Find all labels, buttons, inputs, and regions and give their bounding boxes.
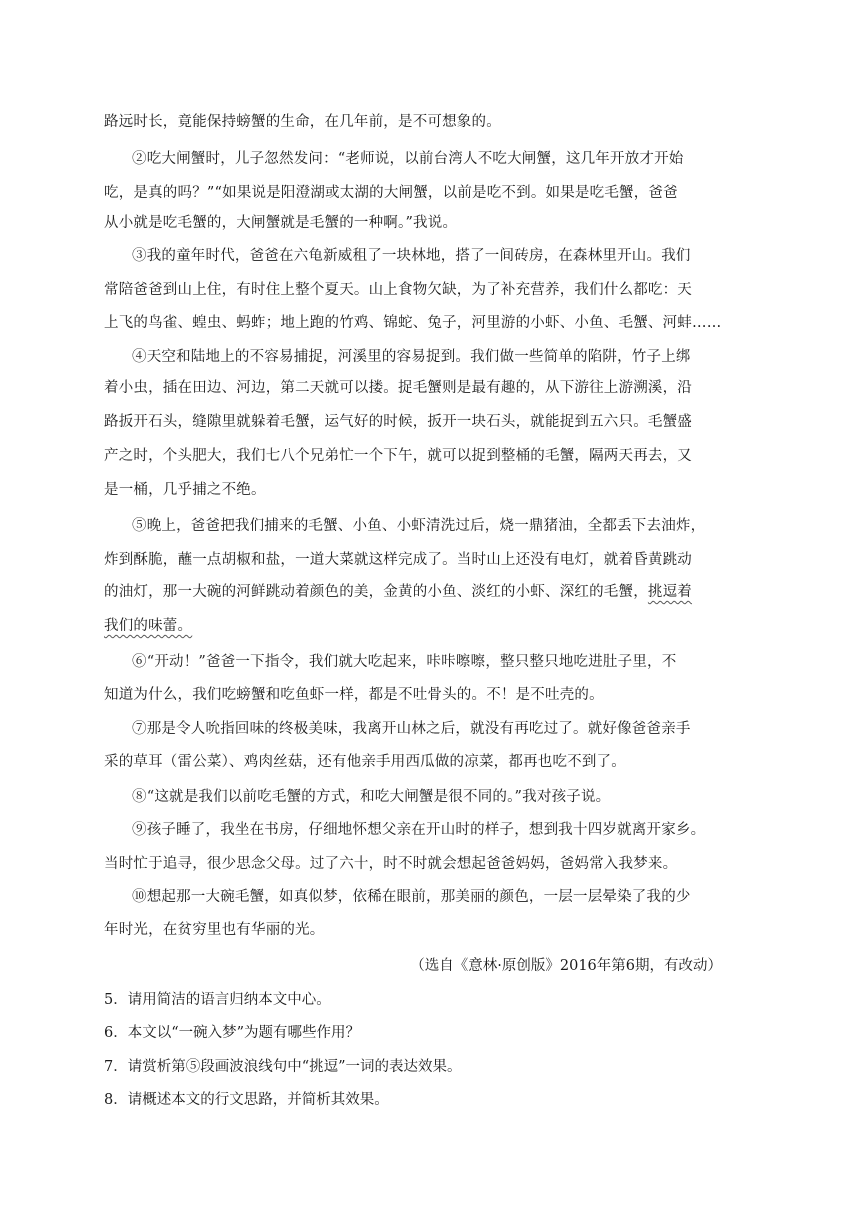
paragraph-3-line: ③我的童年时代，爸爸在六龟新威租了一块林地，搭了一间砖房，在森林里开山。我们 xyxy=(132,248,691,264)
paragraph-5-text: 的油灯，那一大碗的河鲜跳动着颜色的美，金黄的小鱼、淡红的小虾、深红的毛蟹， xyxy=(104,584,648,600)
article-source: （选自《意林·原创版》2016年第6期，有改动） xyxy=(410,958,722,974)
question-8: 8．请概述本文的行文思路，并简析其效果。 xyxy=(104,1092,389,1108)
paragraph-8-line: ⑧“这就是我们以前吃毛蟹的方式，和吃大闸蟹是很不同的。”我对孩子说。 xyxy=(132,789,611,805)
paragraph-4-line: 是一桶，几乎捕之不绝。 xyxy=(104,482,266,498)
paragraph-2-line: 从小就是吃毛蟹的，大闸蟹就是毛蟹的一种啊。”我说。 xyxy=(104,215,458,231)
paragraph-6-line: ⑥“开动！”爸爸一下指令，我们就大吃起来，咔咔嚓嚓，整只整只地吃进肚子里，不 xyxy=(132,654,677,670)
question-5: 5．请用简洁的语言归纳本文中心。 xyxy=(104,992,331,1008)
paragraph-2-line: ②吃大闸蟹时，儿子忽然发问：“老师说，以前台湾人不吃大闸蟹，这几年开放才开始 xyxy=(132,151,684,167)
paragraph-4-line: 路扳开石头，缝隙里就躲着毛蟹，运气好的时候，扳开一块石头，就能捉到五六只。毛蟹盛 xyxy=(104,414,692,430)
paragraph-3-line: 上飞的鸟雀、蝗虫、蚂蚱；地上跑的竹鸡、锦蛇、兔子，河里游的小虾、小鱼、毛蟹、河蚌…… xyxy=(104,315,722,331)
wavy-underlined-phrase: 挑逗着 xyxy=(647,584,693,600)
paragraph-2-line: 吃，是真的吗？”“如果说是阳澄湖或太湖的大闸蟹，以前是吃不到。如果是吃毛蟹，爸爸 xyxy=(104,185,678,201)
paragraph-3-line: 常陪爸爸到山上住，有时住上整个夏天。山上食物欠缺，为了补充营养，我们什么都吃：天 xyxy=(104,282,692,298)
paragraph-7-line: 采的草耳（雷公菜）、鸡肉丝菇，还有他亲手用西瓜做的凉菜，都再也吃不到了。 xyxy=(104,754,626,770)
paragraph-4-line: 着小虫，插在田边、河边，第二天就可以搂。捉毛蟹则是最有趣的，从下游往上游溯溪，沿 xyxy=(104,380,692,396)
paragraph-4-line: 产之时，个头肥大，我们七八个兄弟忙一个下午，就可以捉到整桶的毛蟹，隔两天再去，又 xyxy=(104,448,692,464)
paragraph-9-line: ⑨孩子睡了，我坐在书房，仔细地怀想父亲在开山时的样子，想到我十四岁就离开家乡。 xyxy=(132,822,706,838)
paragraph-5-line: 炸到酥脆，蘸一点胡椒和盐，一道大菜就这样完成了。当时山上还没有电灯，就着昏黄跳动 xyxy=(104,552,692,568)
question-6: 6．本文以“一碗入梦”为题有哪些作用？ xyxy=(104,1025,361,1041)
paragraph-9-line: 当时忙于追寻，很少思念父母。过了六十，时不时就会想起爸爸妈妈，爸妈常入我梦来。 xyxy=(104,856,678,872)
paragraph-10-line: 年时光，在贫穷里也有华丽的光。 xyxy=(104,922,325,938)
paragraph-5-line xyxy=(104,582,756,602)
paragraph-line: 路远时长，竟能保持螃蟹的生命，在几年前，是不可想象的。 xyxy=(104,114,501,130)
paragraph-4-line: ④天空和陆地上的不容易捕捉，河溪里的容易捉到。我们做一些简单的陷阱，竹子上绑 xyxy=(132,349,691,365)
paragraph-6-line: 知道为什么，我们吃螃蟹和吃鱼虾一样，都是不吐骨头的。不！是不吐壳的。 xyxy=(104,687,604,703)
paragraph-5-line: ⑤晚上，爸爸把我们捕来的毛蟹、小鱼、小虾清洗过后，烧一鼎猪油，全都丢下去油炸， xyxy=(132,518,706,534)
wavy-underlined-phrase-end: 我们的味蕾。 xyxy=(104,618,193,634)
paragraph-7-line: ⑦那是令人吮指回味的终极美味，我离开山林之后，就没有再吃过了。就好像爸爸亲手 xyxy=(132,721,691,737)
paragraph-5-line xyxy=(104,616,756,636)
question-7: 7．请赏析第⑤段画波浪线句中“挑逗”一词的表达效果。 xyxy=(104,1059,462,1075)
paragraph-10-line: ⑩想起那一大碗毛蟹，如真似梦，依稀在眼前，那美丽的颜色，一层一层晕染了我的少 xyxy=(132,889,691,905)
